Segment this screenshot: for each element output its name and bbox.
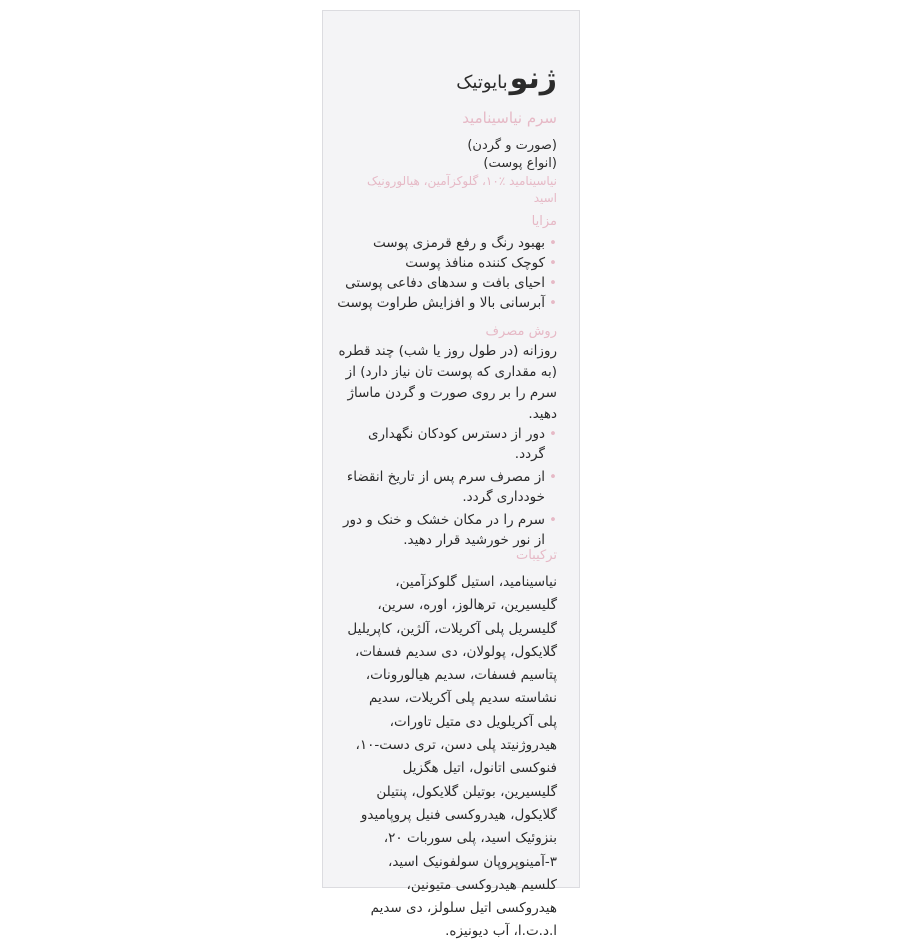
brand-name-sub: بایوتیک (456, 72, 508, 93)
notes-list (337, 424, 557, 553)
note-line: از نور خورشید قرار دهید. (403, 532, 545, 548)
product-skin-type: (انواع پوست) (483, 156, 557, 171)
composition-line: گلیسیرین، بوتیلن گلایکول، پنتیلن (376, 783, 557, 800)
benefits-list (337, 233, 557, 313)
composition-line: فنوکسی اتانول، اتیل هگزیل (402, 760, 557, 777)
key-ingredients-line: نیاسینامید ٪۱۰، گلوکزآمین، هیالورونیک (367, 174, 557, 188)
note-line: • دور از دسترس کودکان نگهداری (367, 426, 545, 442)
usage-line: (به مقداری که پوست تان نیاز دارد) از (345, 364, 557, 380)
product-area: (صورت و گردن) (467, 138, 557, 153)
product-label-panel (322, 10, 580, 940)
usage-line: روزانه (در طول روز یا شب) چند قطره (338, 343, 557, 359)
composition-line: نیاسینامید، استیل گلوکزآمین، (395, 574, 557, 590)
usage-line: دهید. (528, 406, 557, 422)
note-line: • از مصرف سرم پس از تاریخ انقضاء (346, 469, 545, 485)
note-line: گردد. (514, 446, 545, 462)
list-item: • کوچک کننده منافذ پوست (337, 253, 557, 273)
note-line: • سرم را در مکان خشک و خنک و دور (342, 512, 545, 528)
product-subtitle (337, 137, 557, 173)
brand-logo (456, 61, 557, 96)
composition-line: گلیسیرین، ترهالوز، اوره، سرین، (377, 597, 557, 614)
usage-line: سرم را بر روی صورت و گردن ماساژ (347, 385, 557, 401)
composition-line: گلایکول، هیدروکسی فنیل پروپامیدو (360, 806, 557, 823)
composition-line: گلیسریل پلی آکریلات، آلژین، کاپریلیل (347, 620, 557, 637)
composition-line: گلایکول، پولولان، دی سدیم فسفات، (354, 643, 557, 660)
composition-line: بنزوئیک اسید، پلی سوربات ۲۰، (383, 830, 557, 847)
usage-text (337, 341, 557, 425)
list-item (337, 510, 557, 550)
composition-line: کلسیم هیدروکسی متیونین، (406, 876, 557, 893)
product-title: سرم نیاسینامید (462, 109, 557, 127)
list-item: • آبرسانی بالا و افزایش طراوت پوست (337, 293, 557, 313)
composition-text (337, 571, 557, 944)
usage-heading: روش مصرف (485, 324, 557, 339)
list-item: • احیای بافت و سدهای دفاعی پوستی (337, 273, 557, 293)
composition-line: نشاسته سدیم پلی آکریلات، سدیم (369, 690, 557, 707)
brand-name-main: ژنو (509, 61, 557, 96)
list-item: • بهبود رنگ و رفع قرمزی پوست (337, 233, 557, 253)
key-ingredients-line: اسید (533, 191, 557, 205)
composition-line: پلی آکریلویل دی متیل تاورات، (389, 713, 557, 730)
composition-line: ا.د.ت.ا، آب دیونیزه. (445, 923, 557, 940)
composition-line: هیدروژنیتد پلی دسن، تری دست-۱۰، (355, 737, 557, 754)
composition-line: پتاسیم فسفات، سدیم هیالورونات، (365, 667, 557, 684)
list-item (337, 467, 557, 507)
composition-line: ۳-آمینوپروپان سولفونیک اسید، (387, 853, 557, 870)
list-item (337, 424, 557, 464)
note-line: خودداری گردد. (462, 489, 545, 505)
composition-line: هیدروکسی اتیل سلولز، دی سدیم (370, 900, 557, 917)
benefits-heading: مزایا (531, 214, 557, 229)
key-ingredients (337, 173, 557, 207)
composition-heading: ترکیبات (515, 548, 557, 563)
